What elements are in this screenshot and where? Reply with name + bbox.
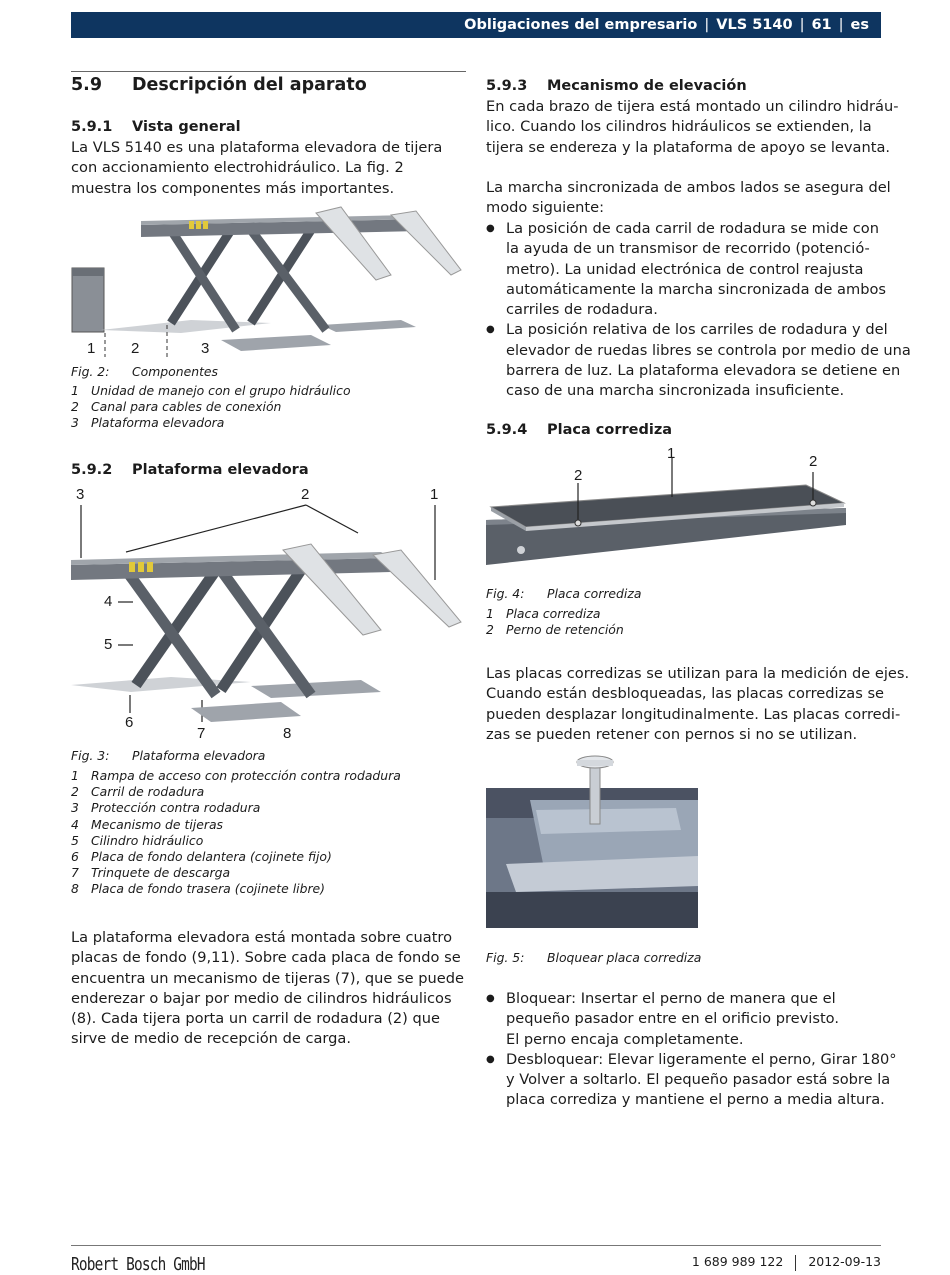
- fig4-label-1: 1: [667, 445, 676, 462]
- heading-5-9-3: 5.9.3 Mecanismo de elevación: [486, 78, 747, 94]
- paragraph-sincronizada: La marcha sincronizada de ambos lados se asegura del modo siguiente:: [486, 179, 891, 217]
- heading-5-9-4: 5.9.4 Placa corrediza: [486, 422, 673, 438]
- fig2-caption: Fig. 2: Componentes: [71, 364, 219, 379]
- legend-item: 5 Cilindro hidráulico: [71, 832, 204, 848]
- fig3-label-1: 1: [430, 486, 439, 503]
- legend-item: 1 Placa corrediza: [486, 606, 601, 621]
- legend-item: 3 Protección contra rodadura: [71, 800, 261, 816]
- fig3-label-3: 3: [76, 486, 85, 503]
- fig3-label-6: 6: [125, 714, 134, 731]
- figure-lift-platform-illustration: [71, 480, 466, 745]
- legend-item: 8 Placa de fondo trasera (cojinete libre): [71, 881, 326, 897]
- footer-rule: [71, 1245, 881, 1246]
- paragraph-plataforma: La plataforma elevadora está montada sobre cuatro placas de fondo (9,11). Sobre cada placa de fondo se encuentra un mecanismo de tijeras (7), que se puede enderezar o bajar por medio de cilindros hidráulicos (8). Cada tijera porta un carril de rodadura (2) que sirve de medio de recepción de carga.: [71, 929, 464, 1048]
- heading-5-9: 5.9 Descripción del aparato: [71, 75, 367, 95]
- fig2-label-1: 1: [87, 340, 96, 357]
- fig2-legend: [71, 383, 351, 432]
- header-lang: es: [850, 17, 869, 33]
- document-date: 2012-09-13: [808, 1254, 881, 1269]
- heading-5-9-2: 5.9.2 Plataforma elevadora: [71, 462, 309, 478]
- figure-sliding-plate-illustration: [486, 445, 846, 570]
- list-item: ● La posición de cada carril de rodadura se mide con la ayuda de un transmisor de recorrido (potenció- metro). La unidad electrónica de control reajusta automáticamente la marcha sincronizada de ambos carriles de rodadura.: [486, 219, 911, 320]
- legend-item: 6 Placa de fondo delantera (cojinete fijo): [71, 849, 332, 865]
- fig4-caption: Fig. 4: Placa corrediza: [486, 586, 642, 601]
- header-section: Obligaciones del empresario: [464, 17, 698, 33]
- fig3-label-4: 4: [104, 593, 113, 610]
- legend-item: 1 Rampa de acceso con protección contra rodadura: [71, 768, 401, 783]
- fig4-label-2b: 2: [809, 453, 818, 470]
- fig4-label-2a: 2: [574, 467, 583, 484]
- fig2-label-2: 2: [131, 340, 140, 357]
- legend-item: 4 Mecanismo de tijeras: [71, 816, 223, 832]
- legend-item: 7 Trinquete de descarga: [71, 865, 231, 881]
- paragraph-placas-corredizas: Las placas corredizas se utilizan para la medición de ejes. Cuando están desbloqueadas, las placas corredizas se pueden desplazar longitudinalmente. Las placas corredi- zas se pueden retener con pernos si no se utilizan.: [486, 665, 910, 743]
- legend-item: 2 Perno de retención: [486, 622, 624, 638]
- page-header: Obligaciones del empresario | VLS 5140 | 61 | es: [71, 12, 881, 38]
- legend-item: 2 Canal para cables de conexión: [71, 399, 282, 415]
- document-number: 1 689 989 122: [691, 1254, 784, 1269]
- section-rule: [71, 71, 466, 72]
- fig2-label-3: 3: [201, 340, 210, 357]
- list-item: ● Desbloquear: Elevar ligeramente el perno, Girar 180° y Volver a soltarlo. El pequeño pasador está sobre la placa corrediza y mantiene el perno a media altura.: [486, 1050, 897, 1111]
- brand-logo: Robert Bosch GmbH: [71, 1254, 205, 1275]
- header-page: 61: [811, 17, 832, 33]
- fig3-label-7: 7: [197, 725, 206, 742]
- paragraph-elevacion: En cada brazo de tijera está montado un cilindro hidráu- lico. Cuando los cilindros hidráulicos se extienden, la tijera se endereza y la plataforma de apoyo se levanta.: [486, 98, 899, 156]
- bullet-list-sincronizacion: [486, 219, 911, 402]
- figure-lock-pin-photo: [486, 752, 698, 928]
- list-item: ● Bloquear: Insertar el perno de manera que el pequeño pasador entre en el orificio previsto. El perno encaja completamente.: [486, 989, 897, 1050]
- legend-item: 2 Carril de rodadura: [71, 784, 205, 800]
- legend-item: 3 Plataforma elevadora: [71, 415, 225, 431]
- header-model: VLS 5140: [716, 17, 793, 33]
- list-item: ● La posición relativa de los carriles de rodadura y del elevador de ruedas libres se controla por medio de una barrera de luz. La plataforma elevadora se detiene en caso de una marcha sincronizada insuficiente.: [486, 320, 911, 401]
- fig3-label-8: 8: [283, 725, 292, 742]
- footer-info: [692, 1254, 881, 1271]
- fig3-label-2: 2: [301, 486, 310, 503]
- fig4-legend: [486, 606, 624, 638]
- paragraph-vista-general: La VLS 5140 es una plataforma elevadora de tijera con accionamiento electrohidráulico. La fig. 2 muestra los componentes más importantes.: [71, 139, 443, 197]
- fig3-legend: [71, 768, 401, 898]
- fig3-label-5: 5: [104, 636, 113, 653]
- fig5-caption: Fig. 5: Bloquear placa corrediza: [486, 950, 702, 965]
- heading-5-9-1: 5.9.1 Vista general: [71, 119, 241, 135]
- fig3-caption: Fig. 3: Plataforma elevadora: [71, 748, 266, 763]
- bullet-list-bloqueo: [486, 989, 897, 1111]
- legend-item: 1 Unidad de manejo con el grupo hidráulico: [71, 383, 351, 398]
